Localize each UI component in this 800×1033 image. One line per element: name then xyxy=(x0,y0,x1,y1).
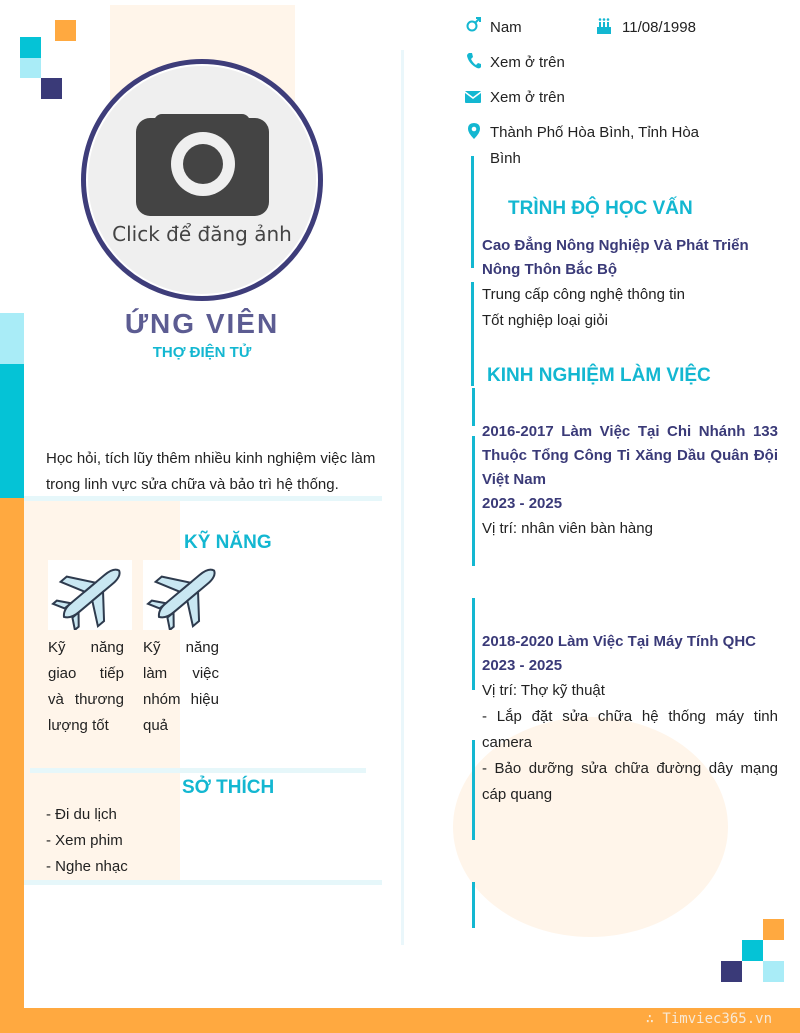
job-line: Vị trí: Thợ kỹ thuật xyxy=(482,682,605,699)
hobbies-divider xyxy=(24,880,382,885)
education-title: TRÌNH ĐỘ HỌC VẤN xyxy=(508,198,693,219)
airplane-icon xyxy=(48,560,132,630)
skill-label: Kỹ năng làm việc nhóm hiệu quả xyxy=(143,639,219,734)
school-name: Cao Đẳng Nông Nghiệp Và Phát Triển Nông Thôn Bắc Bộ xyxy=(482,237,749,278)
job-title: THỢ ĐIỆN TỬ xyxy=(152,344,252,361)
deco-square-navy-br xyxy=(721,961,742,982)
job-heading: 2018-2020 Làm Việc Tại Máy Tính QHC xyxy=(482,633,757,650)
timeline-bar xyxy=(472,740,475,840)
skills-title: KỸ NĂNG xyxy=(184,532,272,553)
watermark: ∴ Timviec365.vn xyxy=(645,1011,772,1027)
job-period: 2023 - 2025 xyxy=(482,657,563,674)
location-pin-icon xyxy=(466,122,482,140)
timeline-bar xyxy=(472,598,475,690)
timeline-bar xyxy=(472,436,475,566)
skill-card xyxy=(143,560,227,630)
hobby-item: - Đi du lịch xyxy=(46,806,117,823)
deco-square-cyan-br xyxy=(742,940,763,961)
timeline-bar xyxy=(471,282,474,386)
timeline-bar xyxy=(472,882,475,928)
hobby-item: - Xem phim xyxy=(46,832,123,849)
left-bar-cyan xyxy=(0,364,24,498)
deco-square-lightcyan xyxy=(20,58,41,78)
candidate-name: ỨNG VIÊN xyxy=(124,308,280,339)
address-value: Thành Phố Hòa Bình, Tỉnh Hòa Bình xyxy=(490,124,700,167)
job-period: 2023 - 2025 xyxy=(482,495,563,512)
birthday-value: 11/08/1998 xyxy=(622,19,696,36)
job-line: Vị trí: nhân viên bàn hàng xyxy=(482,520,653,537)
hobby-item: - Nghe nhạc xyxy=(46,858,128,875)
left-bar-orange xyxy=(0,498,24,1033)
education-major: Trung cấp công nghệ thông tin xyxy=(482,286,685,303)
deco-square-orange-br xyxy=(763,919,784,940)
job-line: - Bảo dưỡng sửa chữa đường dây mạng cáp quang xyxy=(482,760,778,803)
hobbies-list xyxy=(46,802,128,880)
email-icon xyxy=(465,88,481,106)
deco-square-navy xyxy=(41,78,62,99)
career-objective: Học hỏi, tích lũy thêm nhiều kinh nghiệm việc làm trong linh vực sửa chữa và bảo trì hệ thống. xyxy=(46,450,376,493)
job-heading: 2016-2017 Làm Việc Tại Chi Nhánh 133 Thuộc Tổng Công Ti Xăng Dầu Quân Đội Việt Nam xyxy=(482,423,778,488)
phone-value: Xem ở trên xyxy=(490,54,565,71)
timeline-bar xyxy=(472,388,475,426)
hobbies-title: SỞ THÍCH xyxy=(182,777,275,798)
avatar-caption: Click để đăng ảnh xyxy=(112,222,292,246)
camera-icon xyxy=(88,66,316,294)
email-value: Xem ở trên xyxy=(490,89,565,106)
gender-icon xyxy=(466,17,482,35)
deco-square-orange xyxy=(55,20,76,41)
skills-divider xyxy=(30,768,366,773)
objective-divider xyxy=(24,496,382,501)
skill-card xyxy=(48,560,132,630)
left-bar-lightcyan xyxy=(0,313,24,364)
skill-label: Kỹ năng giao tiếp và thương lượng tốt xyxy=(48,639,124,734)
birthday-cake-icon xyxy=(596,17,612,35)
phone-icon xyxy=(466,52,482,70)
gender-value: Nam xyxy=(490,19,522,36)
deco-square-cyan xyxy=(20,37,41,58)
avatar-upload[interactable] xyxy=(88,66,316,294)
experience-title: KINH NGHIỆM LÀM VIỆC xyxy=(487,365,711,386)
airplane-icon xyxy=(143,560,227,630)
education-grade: Tốt nghiệp loại giỏi xyxy=(482,312,608,329)
deco-square-lightcyan-br xyxy=(763,961,784,982)
timeline-bar xyxy=(471,156,474,268)
column-separator xyxy=(401,50,404,945)
job-line: - Lắp đặt sửa chữa hệ thống máy tinh camera xyxy=(482,708,778,751)
